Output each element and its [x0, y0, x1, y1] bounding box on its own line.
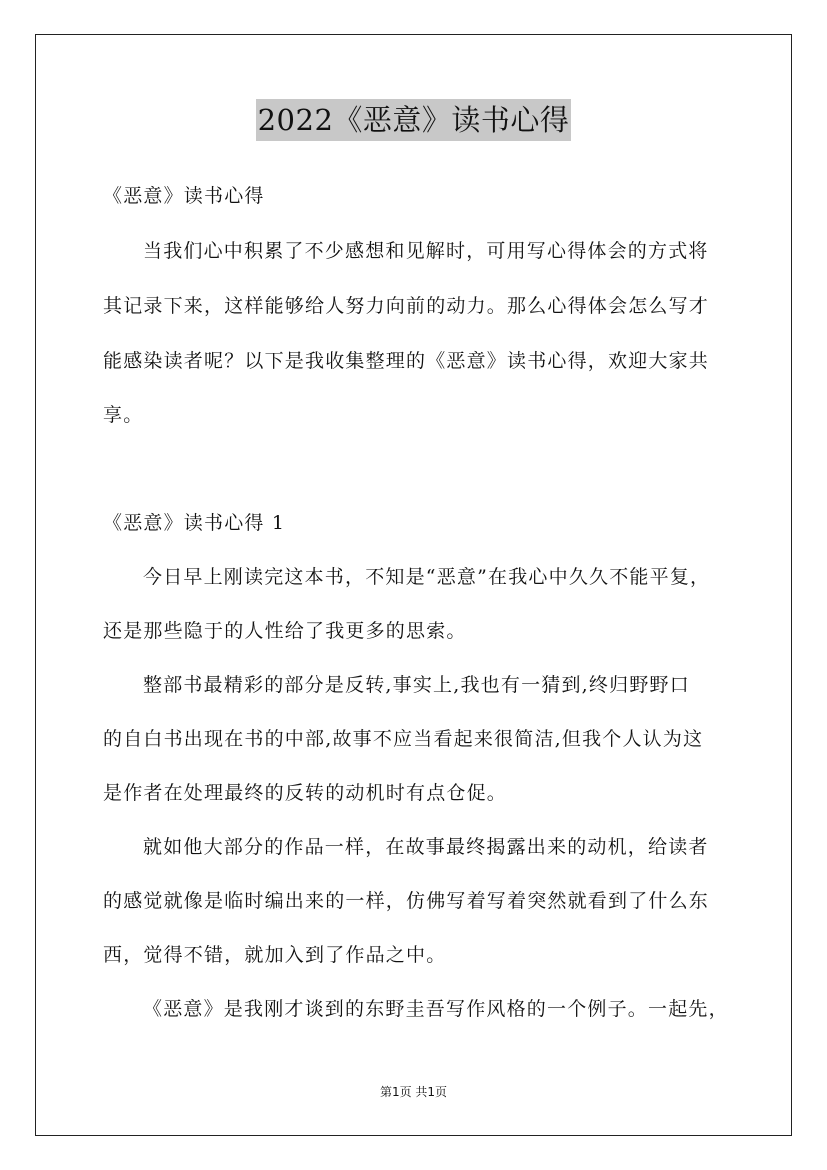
paragraph-line: 是作者在处理最终的反转的动机时有点仓促。	[103, 782, 508, 804]
paragraph-line: 能感染读者呢？以下是我收集整理的《恶意》读书心得，欢迎大家共	[103, 350, 710, 372]
section-heading: 《恶意》读书心得 1	[103, 512, 286, 534]
paragraph-line: 的自白书出现在书的中部,故事不应当看起来很简洁,但我个人认为这	[103, 728, 704, 750]
paragraph-line: 的感觉就像是临时编出来的一样，仿佛写着写着突然就看到了什么东	[103, 890, 710, 912]
paragraph-line: 享。	[103, 404, 144, 426]
page-footer: 第1页 共1页	[379, 1085, 448, 1099]
paragraph-line: 就如他大部分的作品一样，在故事最终揭露出来的动机，给读者	[143, 836, 709, 858]
title-container	[0, 99, 827, 141]
paragraph-line: 还是那些隐于的人性给了我更多的思索。	[103, 620, 467, 642]
paragraph-line: 今日早上刚读完这本书，不知是“恶意”在我心中久久不能平复，	[143, 566, 711, 588]
document-title: 2022《恶意》读书心得	[256, 99, 572, 141]
paragraph-line: 其记录下来，这样能够给人努力向前的动力。那么心得体会怎么写才	[103, 295, 710, 317]
paragraph-line: 当我们心中积累了不少感想和见解时，可用写心得体会的方式将	[143, 240, 709, 262]
paragraph-line: 西，觉得不错，就加入到了作品之中。	[103, 944, 447, 966]
paragraph-line: 整部书最精彩的部分是反转,事实上,我也有一猜到,终归野野口	[143, 674, 690, 696]
paragraph-line: 《恶意》是我刚才谈到的东野圭吾写作风格的一个例子。一起先，	[143, 998, 729, 1020]
subtitle-line: 《恶意》读书心得	[103, 185, 265, 207]
